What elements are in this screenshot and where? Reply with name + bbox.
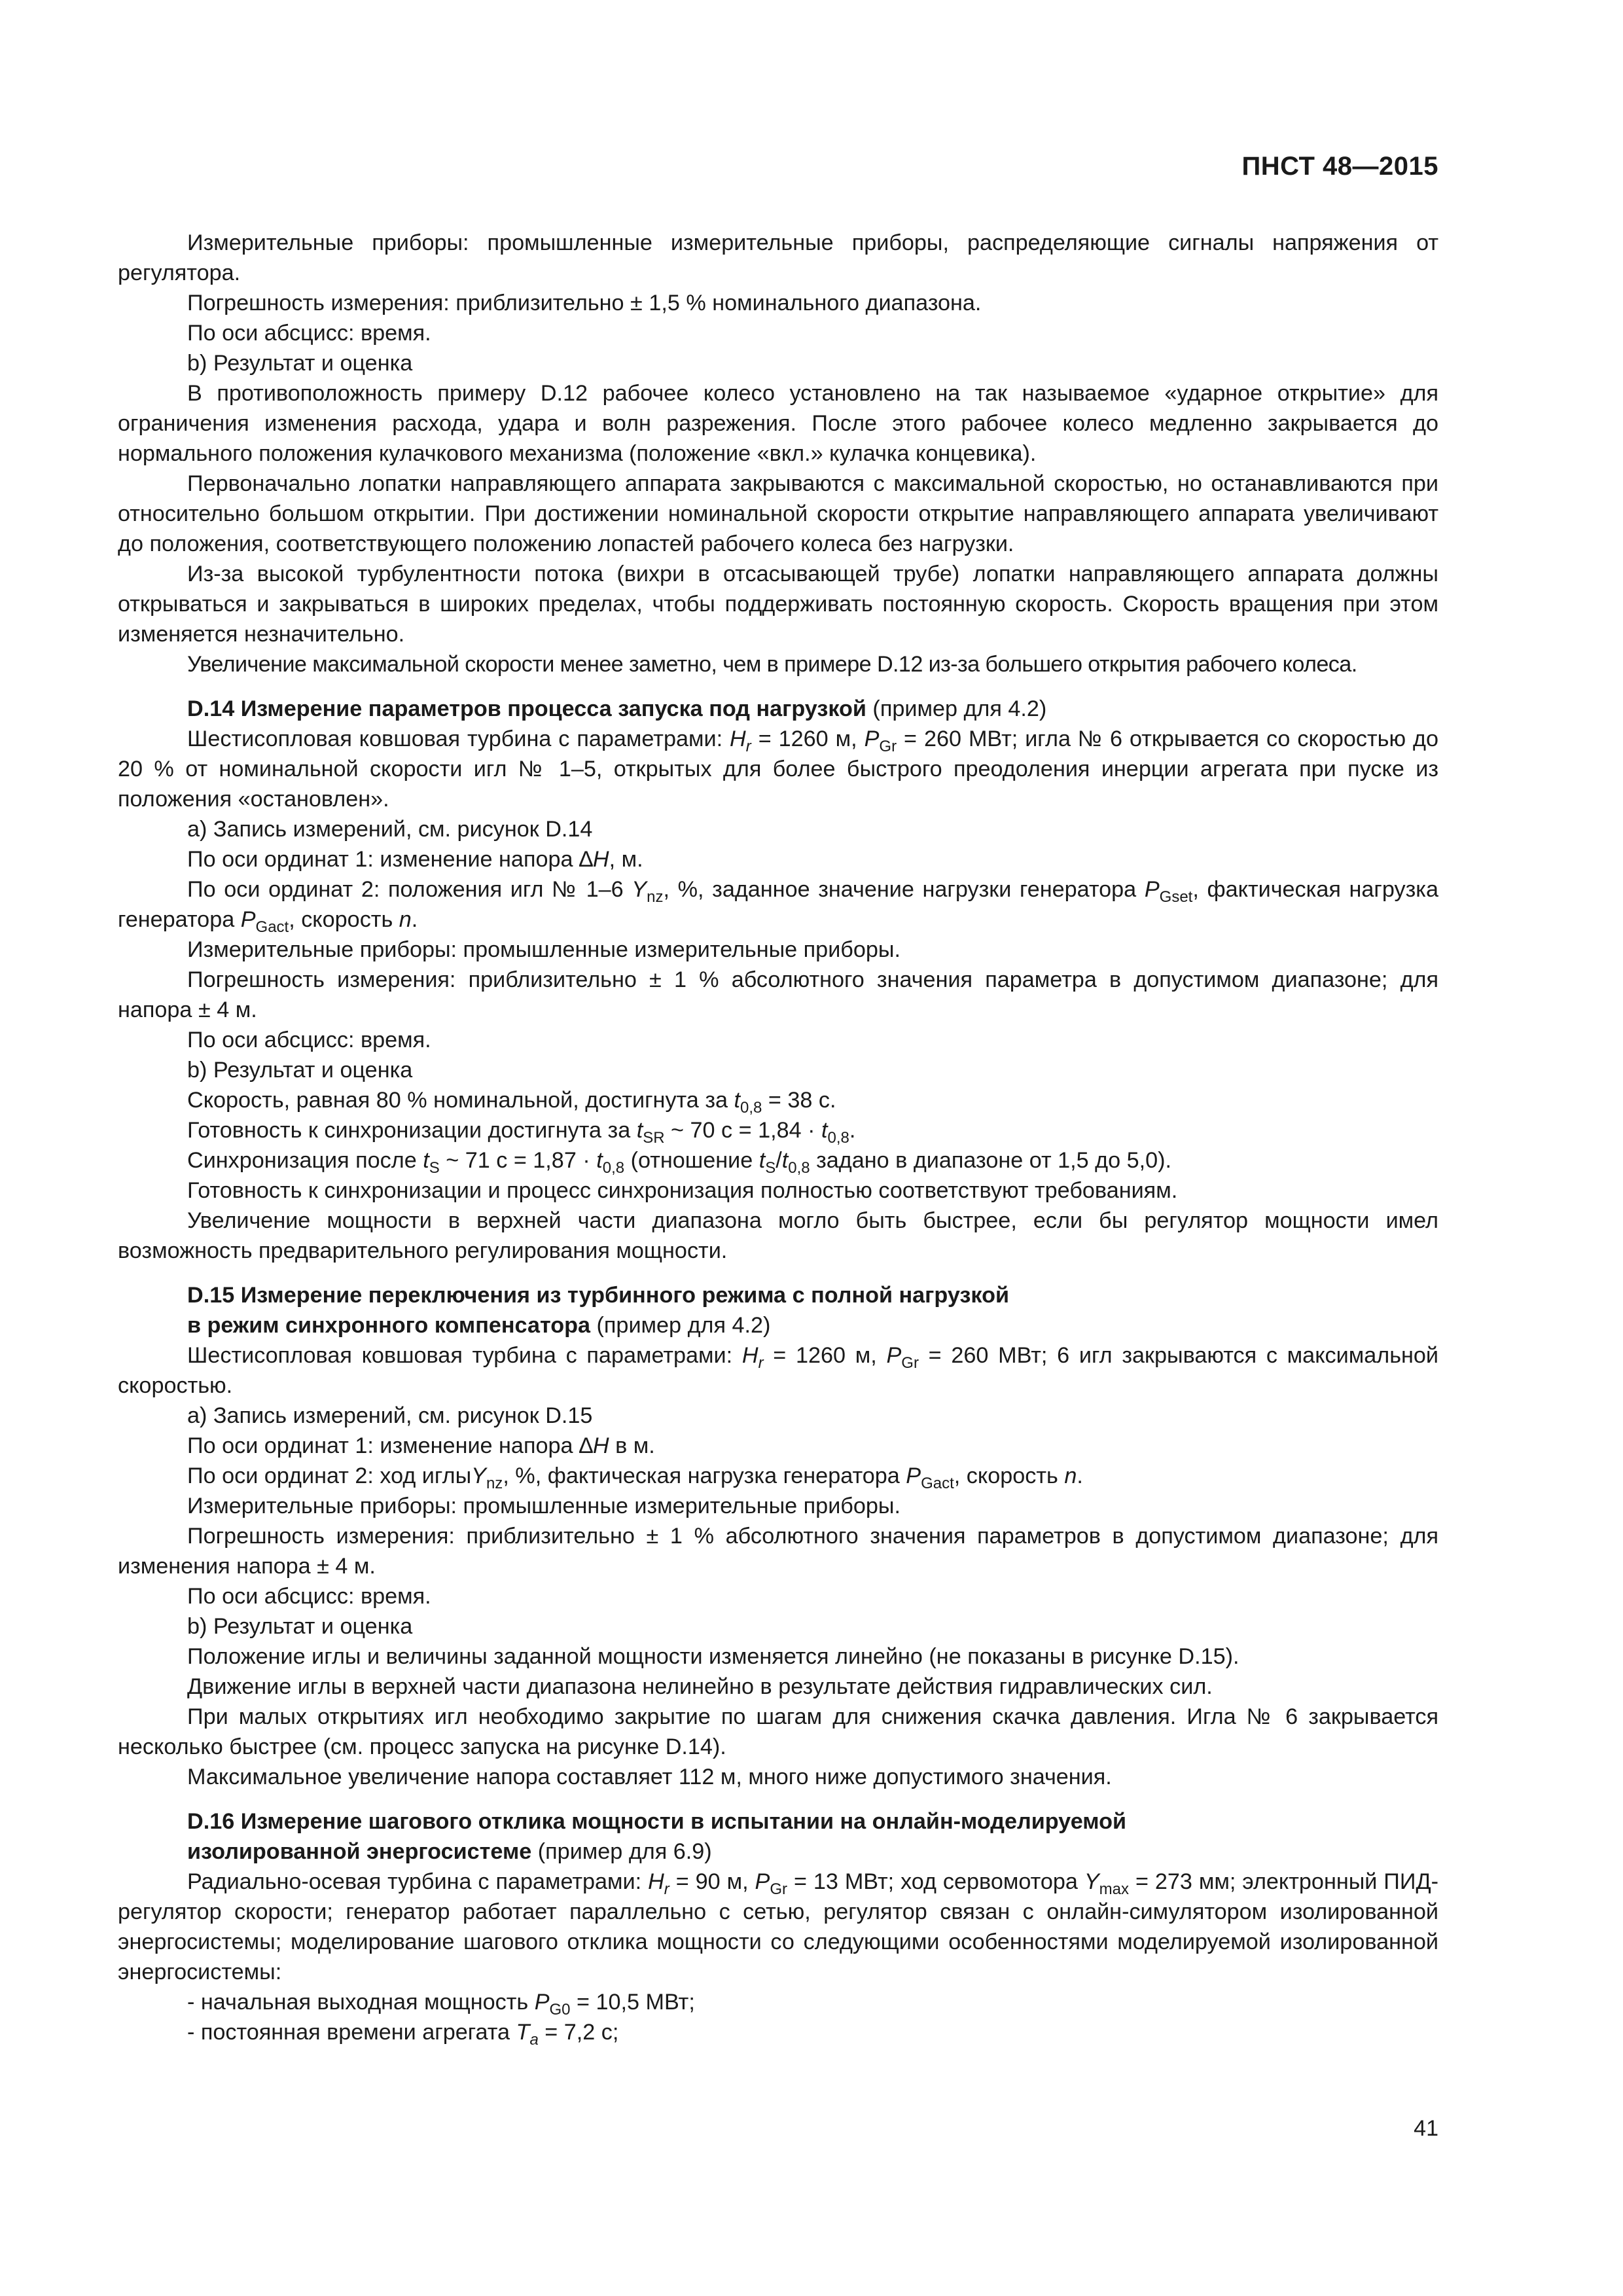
paragraph: Скорость, равная 80 % номинальной, достигнута за $t_{0,8} = 38$ с. (187, 1088, 836, 1117)
list-item: - постоянная времени агрегата $T_a = 7,2$ с; (187, 2020, 619, 2049)
paragraph: По оси ординат 2: положения игл № 1–6 $Y_{nz}$, %, заданное значение нагрузки генератора $P_{Gset}$, фактическая нагрузка генератора $P_{Gact}$, скорость n. (118, 877, 1439, 936)
paragraph: a) Запись измерений, см. рисунок D.14 (187, 817, 593, 842)
paragraph: b) Результат и оценка (187, 1614, 413, 1639)
paragraph: Движение иглы в верхней части диапазона нелинейно в результате действия гидравлических сил. (187, 1674, 1213, 1699)
paragraph: По оси ординат 2: ход иглыY$_{nz}$, %, фактическая нагрузка генератора $P_{Gact}$, скорость n. (187, 1463, 1083, 1492)
paragraph: По оси абсцисс: время. (187, 1028, 431, 1052)
section-heading-d16: D.16 Измерение шагового отклика мощности в испытании на онлайн-моделируемой изолированной энергосистеме (пример для 6.9) (187, 1809, 1127, 1864)
paragraph: По оси абсцисс: время. (187, 1584, 431, 1609)
paragraph: Шестисопловая ковшовая турбина с параметрами: $H_r = 1260$ м, $P_{Gr} = 260$ МВт; 6 игл закрываются с максимальной скоростью. (118, 1343, 1438, 1398)
paragraph: Погрешность измерения: приблизительно ± 1 % абсолютного значения параметра в допустимом диапазоне; для напора ± 4 м. (118, 967, 1438, 1022)
paragraph: По оси абсцисс: время. (187, 321, 431, 346)
paragraph: b) Результат и оценка (187, 351, 413, 376)
paragraph: Измерительные приборы: промышленные измерительные приборы. (187, 1494, 901, 1518)
paragraph: Максимальное увеличение напора составляет 112 м, много ниже допустимого значения. (187, 1765, 1112, 1789)
section-heading-d15: D.15 Измерение переключения из турбинного режима с полной нагрузкой в режим синхронного компенсатора (пример для 4.2) (187, 1283, 1009, 1338)
document-page (118, 0, 1438, 2296)
paragraph: Погрешность измерения: приблизительно ± 1 % абсолютного значения параметров в допустимом диапазоне; для изменения напора ± 4 м. (118, 1524, 1438, 1579)
paragraph: Первоначально лопатки направляющего аппарата закрываются с максимальной скоростью, но останавливаются при относительно большом открытии. При достижении номинальной скорости открытие направляющего аппарата увеличивают до положения, соответствующего положению лопастей рабочего колеса без нагрузки. (118, 471, 1438, 556)
page-content (118, 228, 1438, 2047)
paragraph: При малых открытиях игл необходимо закрытие по шагам для снижения скачка давления. Игла № 6 закрывается несколько быстрее (см. процесс запуска на рисунке D.14). (118, 1704, 1438, 1759)
paragraph: Положение иглы и величины заданной мощности изменяется линейно (не показаны в рисунке D.15). (187, 1644, 1240, 1669)
list-item: - начальная выходная мощность $P_{G0} = 10,5$ МВт; (187, 1990, 695, 2018)
paragraph: В противоположность примеру D.12 рабочее колесо установлено на так называемое «ударное открытие» для ограничения изменения расхода, удара и волн разрежения. После этого рабочее колесо медленно закрывается до нормального положения кулачкового механизма (положение «вкл.» кулачка концевика). (118, 381, 1438, 466)
paragraph: Готовность к синхронизации и процесс синхронизация полностью соответствуют требованиям. (187, 1178, 1178, 1203)
section-heading-d14: D.14 Измерение параметров процесса запуска под нагрузкой (пример для 4.2) (187, 696, 1047, 721)
paragraph: Шестисопловая ковшовая турбина с параметрами: $H_r = 1260$ м, $P_{Gr} = 260$ МВт; игла № 6 открывается со скоростью до 20 % от номинальной скорости игл № 1–5, открытых для более быстрого преодоления инерции агрегата при пуске из положения «остановлен». (118, 726, 1438, 812)
paragraph: b) Результат и оценка (187, 1058, 413, 1083)
paragraph: a) Запись измерений, см. рисунок D.15 (187, 1403, 593, 1428)
paragraph: Измерительные приборы: промышленные измерительные приборы, распределяющие сигналы напряжения от регулятора. (118, 230, 1438, 285)
paragraph: Увеличение максимальной скорости менее заметно, чем в примере D.12 из-за большего открытия рабочего колеса. (187, 652, 1357, 677)
page-number: 41 (1414, 2116, 1438, 2141)
paragraph: Погрешность измерения: приблизительно ± 1,5 % номинального диапазона. (187, 291, 982, 315)
paragraph: По оси ординат 1: изменение напора ∆H в м. (187, 1433, 655, 1458)
document-id: ПНСТ 48—2015 (1241, 152, 1438, 181)
paragraph: Радиально-осевая турбина с параметрами: $H_r = 90$ м, $P_{Gr} = 13$ МВт; ход сервомотора $Y_{max} = 273$ мм; электронный ПИД-регулятор скорости; генератор работает параллельно с сетью, регулятор связан с онлайн-симулятором изолированной энергосистемы; моделирование шагового отклика мощности со следующими особенностями моделируемой изолированной энергосистемы: (118, 1869, 1438, 1984)
paragraph: Из-за высокой турбулентности потока (вихри в отсасывающей трубе) лопатки направляющего аппарата должны открываться и закрываться в широких пределах, чтобы поддерживать постоянную скорость. Скорость вращения при этом изменяется незначительно. (118, 562, 1438, 647)
paragraph: Синхронизация после $t_S$ ~ 71 $с = 1,87 \cdot t_{0,8}$ (отношение $t_S/t_{0,8}$ задано в диапазоне от 1,5 до 5,0). (187, 1148, 1172, 1177)
paragraph: Измерительные приборы: промышленные измерительные приборы. (187, 937, 901, 962)
paragraph: Готовность к синхронизации достигнута за $t_{SR}$ ~ 70 $с = 1,84 \cdot t_{0,8}$. (187, 1118, 856, 1147)
paragraph: Увеличение мощности в верхней части диапазона могло быть быстрее, если бы регулятор мощности имел возможность предварительного регулирования мощности. (118, 1208, 1438, 1263)
paragraph: По оси ординат 1: изменение напора ∆H, м. (187, 847, 643, 872)
